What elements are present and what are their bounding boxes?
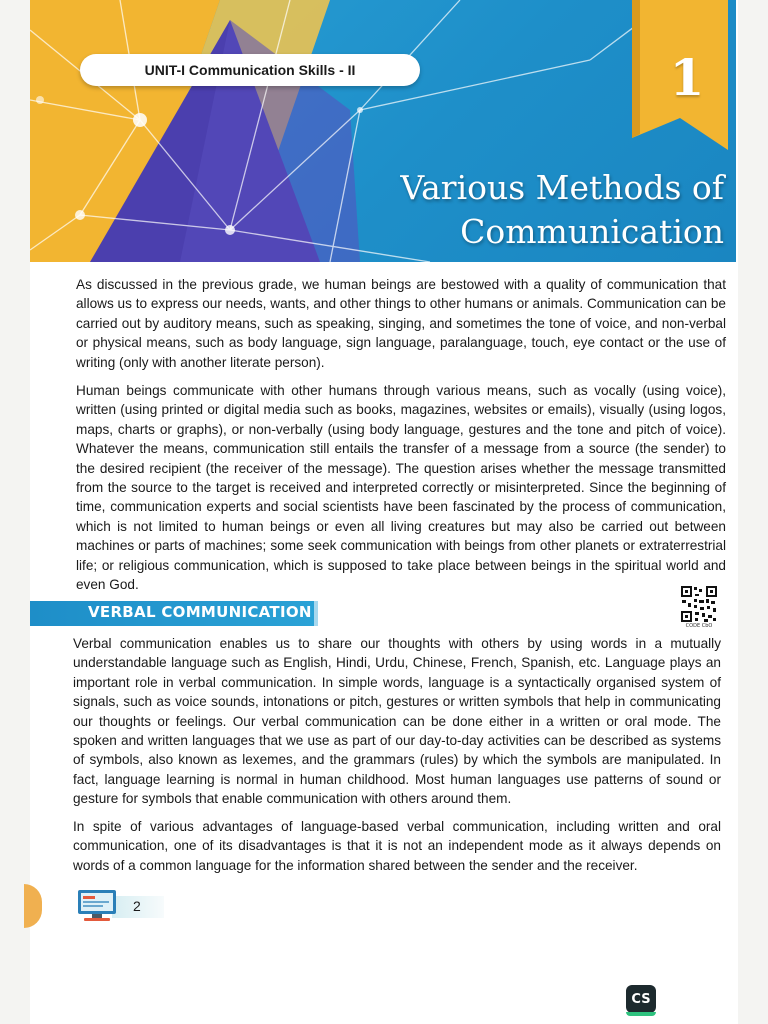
paragraph-verbal-definition: Verbal communication enables us to share our thoughts with others by using words in a mutually understandable language such as English, Hindi, Urdu, Chinese, French, Spanish, etc. Language plays an important role in verbal communication. In simple words, language is a syntactically organised system of signals, such as voice sounds, intonations or pitch, gestures or written symbols that help in communicating our thoughts or feelings. Our verbal communication can be done either in a written or oral mode. The spoken and written languages that we use as part of our day-to-day activities can be described as systems of symbols, also known as lexemes, and the grammars (rules) by which the symbols are manipulated. In fact, language learning is normal in human childhood. Most human languages use patterns of sound or gesture for symbols that enable communication with others around them. bbox=[73, 636, 721, 807]
chapter-title bbox=[400, 166, 724, 254]
page-number: 2 bbox=[133, 898, 141, 914]
chapter-title-line-1: Various Methods of bbox=[400, 168, 724, 207]
section-heading-label: VERBAL COMMUNICATION bbox=[88, 603, 312, 621]
paragraph-intro: As discussed in the previous grade, we human beings are bestowed with a quality of communication that allows us to express our needs, wants, and other things to other humans or animals. Communication can be carried out by auditory means, such as speaking, singing, and sometimes the tone of voice, and non-verbal or physical means, such as body language, sign language, paralanguage, touch, eye contact or the use of writing (only with another literate person). bbox=[76, 277, 726, 370]
qr-code-icon[interactable] bbox=[680, 585, 718, 623]
computer-monitor-icon bbox=[74, 888, 122, 922]
unit-label: UNIT-I Communication Skills - II bbox=[80, 54, 420, 86]
qr-caption: CODE CbO bbox=[685, 623, 713, 629]
chapter-title-line-2: Communication bbox=[460, 212, 724, 251]
chapter-number: 1 bbox=[669, 48, 705, 107]
paragraph-means: Human beings communicate with other humans through various means, such as vocally (using voice), written (using printed or digital media such as books, magazines, websites or emails), visually (using logos, maps, charts or graphs), or non-verbally (using body language, gestures and the tone and pitch of voice). Whatever the means, communication still entails the transfer of a message from a source (the sender) to the desired recipient (the receiver of the message). The question arises whether the message transmitted from the source to the target is received and interpreted correctly or misinterpreted. Since the beginning of time, communication experts and social scientists have been fascinated by the process of communication, which is not limited to human beings or even all living creatures but may also be carried out between machines or parts of machines; some seek communication with beings from other planets or extraterrestrial life; or religious communication, which is supposed to take place between beings in the spiritual world and even God. bbox=[76, 383, 726, 593]
paragraph-verbal-disadvantage: In spite of various advantages of language-based verbal communication, including written and oral communication, one of its disadvantages is that it is not an independent mode as it always depends on words of a common language for the information shared between the sender and the receiver. bbox=[73, 819, 721, 873]
section-heading-verbal-communication bbox=[30, 601, 318, 626]
camscanner-badge: CS bbox=[626, 985, 656, 1013]
